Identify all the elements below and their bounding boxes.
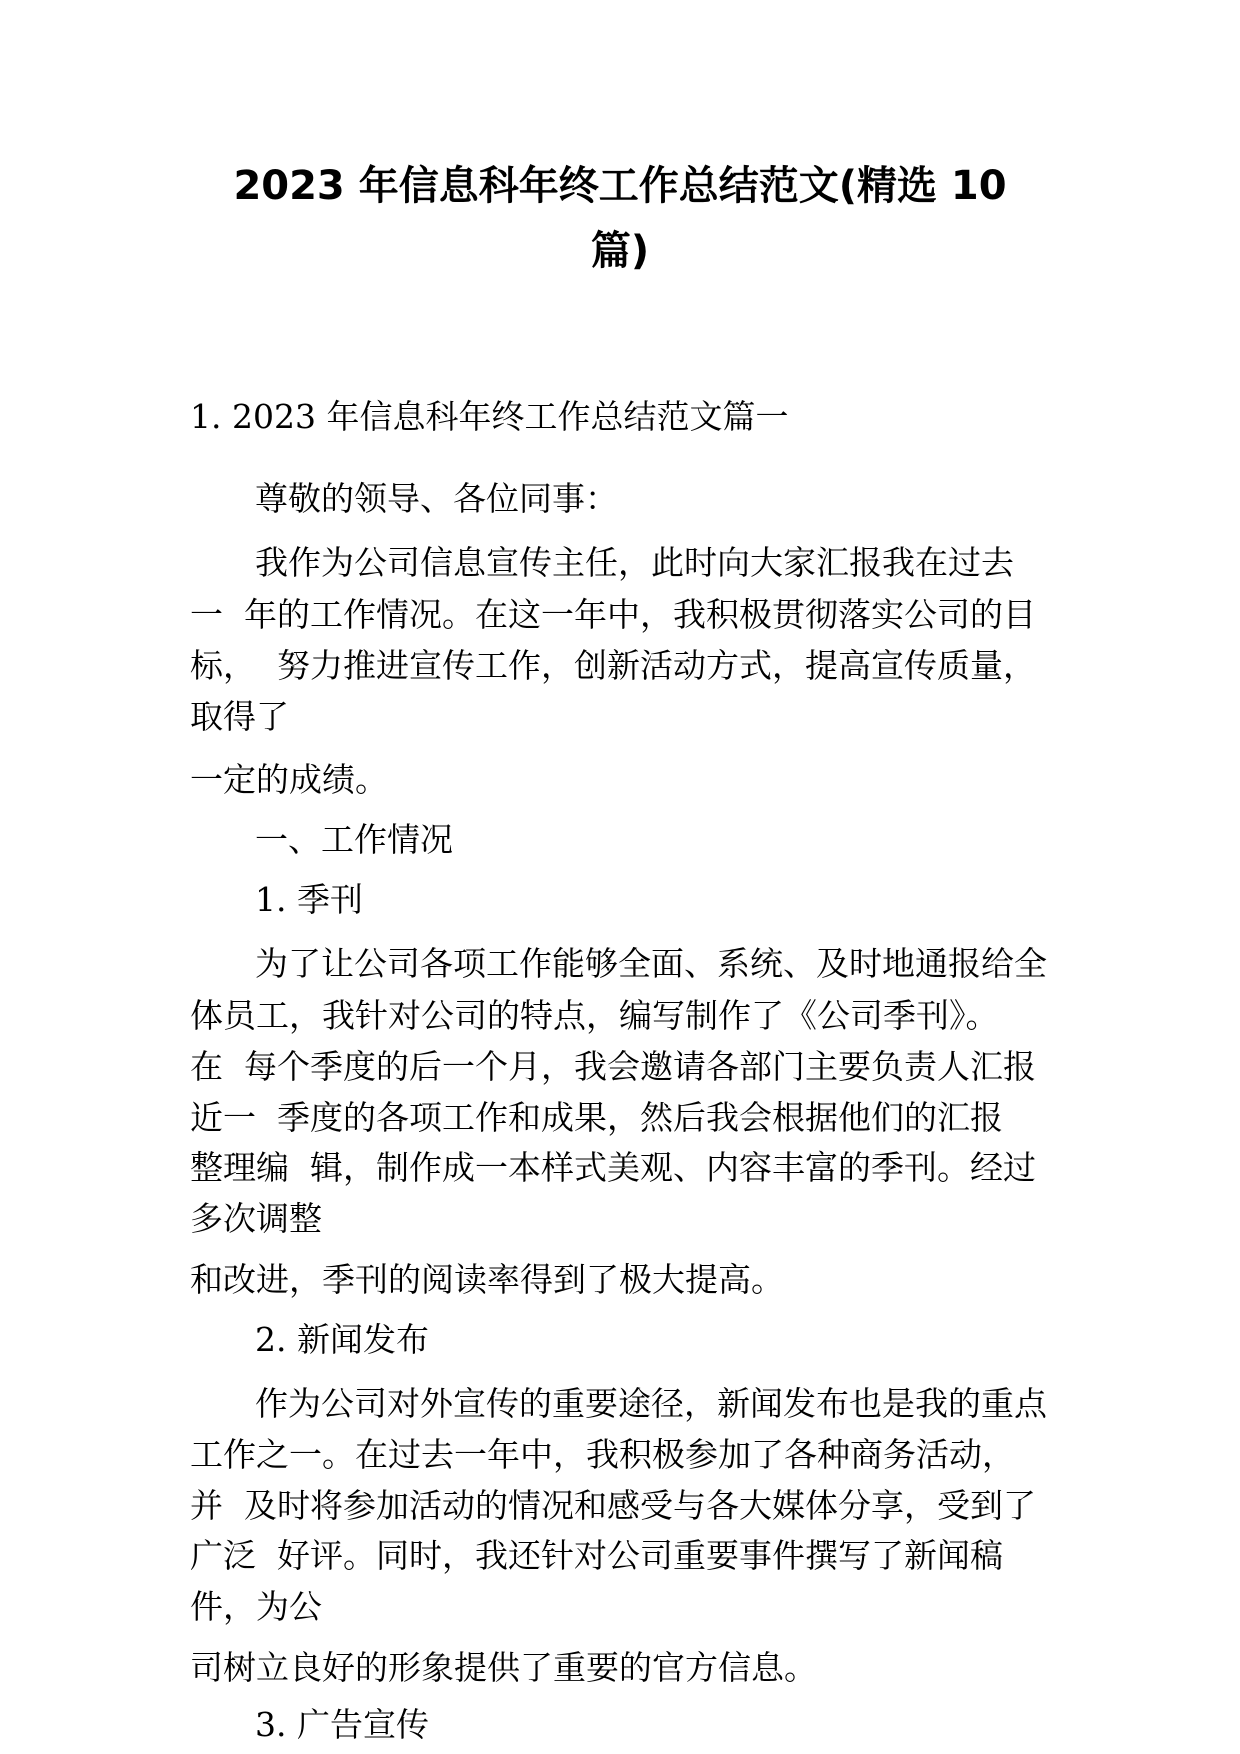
paragraph-line: 广泛 好评。同时，我还针对公司重要事件撰写了新闻稿 (190, 1536, 1003, 1575)
paragraph-line: 我作为公司信息宣传主任，此时向大家汇报我在过去 (255, 543, 1014, 582)
paragraph-line: 司树立良好的形象提供了重要的官方信息。 (190, 1648, 817, 1687)
paragraph-line: 和改进，季刊的阅读率得到了极大提高。 (190, 1260, 784, 1299)
paragraph-line: 取得了 (190, 697, 289, 736)
subheading: 2. 新闻发布 (255, 1320, 429, 1359)
subheading: 一、工作情况 (255, 820, 453, 859)
document-title-line-2: 篇) (590, 228, 650, 274)
paragraph-line: 工作之一。在过去一年中，我积极参加了各种商务活动， (190, 1435, 1015, 1474)
paragraph-line: 为了让公司各项工作能够全面、系统、及时地通报给全 (255, 944, 1047, 983)
paragraph-line: 一定的成绩。 (190, 760, 388, 799)
subheading: 1. 季刊 (255, 880, 363, 919)
subheading: 3. 广告宣传 (255, 1705, 429, 1744)
salutation: 尊敬的领导、各位同事： (255, 479, 618, 518)
paragraph-line: 标， 努力推进宣传工作，创新活动方式，提高宣传质量， (190, 646, 1036, 685)
paragraph-line: 一 年的工作情况。在这一年中，我积极贯彻落实公司的目 (190, 595, 1036, 634)
paragraph-line: 体员工，我针对公司的特点，编写制作了《公司季刊》。 (190, 996, 999, 1035)
paragraph-line: 在 每个季度的后一个月，我会邀请各部门主要负责人汇报 (190, 1047, 1036, 1086)
document-title-line-1: 2023 年信息科年终工作总结范文(精选 10 (233, 163, 1007, 209)
paragraph-line: 近一 季度的各项工作和成果，然后我会根据他们的汇报 (190, 1098, 1003, 1137)
paragraph-line: 件，为公 (190, 1587, 322, 1626)
paragraph-line: 并 及时将参加活动的情况和感受与各大媒体分享，受到了 (190, 1486, 1036, 1525)
paragraph-line: 多次调整 (190, 1199, 322, 1238)
section-heading: 1. 2023 年信息科年终工作总结范文篇一 (190, 397, 789, 436)
paragraph-line: 作为公司对外宣传的重要途径，新闻发布也是我的重点 (255, 1384, 1047, 1423)
paragraph-line: 整理编 辑，制作成一本样式美观、内容丰富的季刊。经过 (190, 1148, 1036, 1187)
